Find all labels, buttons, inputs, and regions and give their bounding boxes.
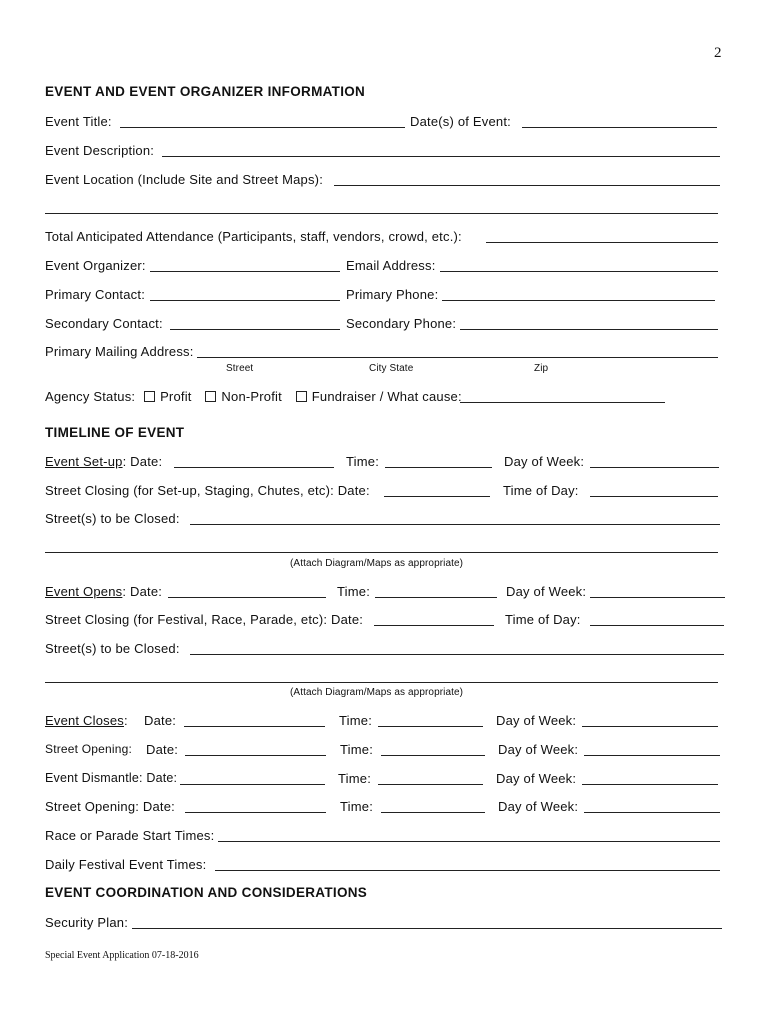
street-opening-date-field-2[interactable] bbox=[185, 812, 326, 813]
festival-timeofday-label: Time of Day: bbox=[505, 612, 581, 627]
setup-time-field[interactable] bbox=[385, 467, 492, 468]
nonprofit-label: Non-Profit bbox=[221, 389, 282, 404]
mailing-address-field[interactable] bbox=[197, 357, 718, 358]
organizer-label: Event Organizer: bbox=[45, 258, 146, 273]
footer-text: Special Event Application 07-18-2016 bbox=[45, 950, 199, 961]
street-opening-time-field-1[interactable] bbox=[381, 755, 485, 756]
event-description-field[interactable] bbox=[162, 156, 720, 157]
closes-dayofweek-field[interactable] bbox=[582, 726, 718, 727]
opens-date-label: : Date: bbox=[122, 584, 163, 599]
dismantle-date-field[interactable] bbox=[180, 784, 325, 785]
section-heading-event-info: EVENT AND EVENT ORGANIZER INFORMATION bbox=[45, 84, 366, 99]
event-dates-field[interactable] bbox=[522, 127, 717, 128]
street-opening-label-1: Street Opening: bbox=[45, 742, 133, 756]
section-heading-coordination: EVENT COORDINATION AND CONSIDERATIONS bbox=[45, 885, 368, 900]
event-description-label: Event Description: bbox=[45, 143, 155, 158]
setup-time-label: Time: bbox=[346, 454, 380, 469]
event-location-field-line2[interactable] bbox=[45, 213, 718, 214]
profit-checkbox[interactable] bbox=[144, 391, 155, 402]
setup-dayofweek-field[interactable] bbox=[590, 467, 719, 468]
security-plan-field[interactable] bbox=[132, 928, 722, 929]
organizer-field[interactable] bbox=[150, 271, 340, 272]
event-closes-label: Event Closes bbox=[45, 713, 124, 728]
event-location-label: Event Location (Include Site and Street Maps): bbox=[45, 172, 324, 187]
race-start-label: Race or Parade Start Times: bbox=[45, 828, 215, 843]
streets-closed-label-2: Street(s) to be Closed: bbox=[45, 641, 180, 656]
fundraiser-checkbox[interactable] bbox=[296, 391, 307, 402]
opens-date-field[interactable] bbox=[168, 597, 326, 598]
race-start-field[interactable] bbox=[218, 841, 720, 842]
opens-time-label: Time: bbox=[337, 584, 371, 599]
street-opening-date-field-1[interactable] bbox=[185, 755, 326, 756]
street-opening-date-label-2: Street Opening: Date: bbox=[45, 799, 175, 814]
agency-status-label: Agency Status: bbox=[45, 389, 136, 404]
attendance-field[interactable] bbox=[486, 242, 718, 243]
event-location-field[interactable] bbox=[334, 185, 720, 186]
street-closing-festival-label: Street Closing (for Festival, Race, Parade, etc): Date: bbox=[45, 612, 364, 627]
profit-label: Profit bbox=[160, 389, 192, 404]
daily-festival-field[interactable] bbox=[215, 870, 720, 871]
closes-row bbox=[45, 713, 128, 728]
mailing-address-label: Primary Mailing Address: bbox=[45, 344, 194, 359]
address-zip-caption: Zip bbox=[534, 363, 549, 374]
primary-contact-label: Primary Contact: bbox=[45, 287, 146, 302]
opens-time-field[interactable] bbox=[375, 597, 497, 598]
nonprofit-option[interactable] bbox=[205, 389, 282, 404]
event-title-label: Event Title: bbox=[45, 114, 112, 129]
setup-timeofday-field[interactable] bbox=[590, 496, 718, 497]
primary-phone-field[interactable] bbox=[442, 300, 715, 301]
street-opening-dayofweek-field-1[interactable] bbox=[584, 755, 720, 756]
email-field[interactable] bbox=[440, 271, 718, 272]
agency-status-row bbox=[45, 389, 462, 404]
streets-closed-field-1[interactable] bbox=[190, 524, 720, 525]
festival-timeofday-field[interactable] bbox=[590, 625, 724, 626]
street-closing-setup-label: Street Closing (for Set-up, Staging, Chutes, etc): Date: bbox=[45, 483, 370, 498]
street-closing-festival-date-field[interactable] bbox=[374, 625, 494, 626]
closes-colon: : bbox=[124, 713, 128, 728]
fundraiser-option[interactable] bbox=[296, 389, 462, 404]
event-title-field[interactable] bbox=[120, 127, 405, 128]
street-opening-time-label-1: Time: bbox=[340, 742, 374, 757]
fundraiser-cause-field[interactable] bbox=[460, 402, 665, 403]
street-closing-setup-date-field[interactable] bbox=[384, 496, 490, 497]
closes-dayofweek-label: Day of Week: bbox=[496, 713, 577, 728]
opens-dayofweek-label: Day of Week: bbox=[506, 584, 587, 599]
dismantle-time-label: Time: bbox=[338, 771, 372, 786]
attendance-label: Total Anticipated Attendance (Participants, staff, vendors, crowd, etc.): bbox=[45, 229, 462, 244]
event-opens-label: Event Opens bbox=[45, 584, 123, 599]
secondary-contact-label: Secondary Contact: bbox=[45, 316, 163, 331]
profit-option[interactable] bbox=[144, 389, 192, 404]
address-citystate-caption: City State bbox=[369, 363, 414, 374]
setup-row bbox=[45, 454, 162, 469]
fundraiser-label: Fundraiser / What cause: bbox=[311, 389, 462, 404]
dismantle-dayofweek-field[interactable] bbox=[582, 784, 718, 785]
streets-closed-field-2-line2[interactable] bbox=[45, 682, 718, 683]
daily-festival-label: Daily Festival Event Times: bbox=[45, 857, 207, 872]
attach-note-2: (Attach Diagram/Maps as appropriate) bbox=[290, 687, 464, 698]
nonprofit-checkbox[interactable] bbox=[205, 391, 216, 402]
primary-phone-label: Primary Phone: bbox=[346, 287, 439, 302]
street-opening-time-field-2[interactable] bbox=[381, 812, 485, 813]
setup-dayofweek-label: Day of Week: bbox=[504, 454, 585, 469]
street-opening-time-label-2: Time: bbox=[340, 799, 374, 814]
opens-row bbox=[45, 584, 162, 599]
setup-date-field[interactable] bbox=[174, 467, 334, 468]
opens-dayofweek-field[interactable] bbox=[590, 597, 725, 598]
address-street-caption: Street bbox=[226, 363, 254, 374]
closes-time-label: Time: bbox=[339, 713, 373, 728]
streets-closed-field-1-line2[interactable] bbox=[45, 552, 718, 553]
setup-date-label: : Date: bbox=[122, 454, 163, 469]
page-number: 2 bbox=[714, 45, 722, 61]
event-setup-label: Event Set-up bbox=[45, 454, 123, 469]
section-heading-timeline: TIMELINE OF EVENT bbox=[45, 425, 185, 440]
closes-time-field[interactable] bbox=[378, 726, 483, 727]
closes-date-label: Date: bbox=[144, 713, 177, 728]
dismantle-dayofweek-label: Day of Week: bbox=[496, 771, 577, 786]
primary-contact-field[interactable] bbox=[150, 300, 340, 301]
setup-timeofday-label: Time of Day: bbox=[503, 483, 579, 498]
street-opening-date-label-1: Date: bbox=[146, 742, 179, 757]
security-plan-label: Security Plan: bbox=[45, 915, 129, 930]
street-opening-dayofweek-field-2[interactable] bbox=[584, 812, 720, 813]
secondary-phone-field[interactable] bbox=[460, 329, 718, 330]
streets-closed-field-2[interactable] bbox=[190, 654, 724, 655]
streets-closed-label-1: Street(s) to be Closed: bbox=[45, 511, 180, 526]
dismantle-time-field[interactable] bbox=[378, 784, 483, 785]
event-dismantle-label: Event Dismantle: Date: bbox=[45, 771, 178, 785]
street-opening-dayofweek-label-1: Day of Week: bbox=[498, 742, 579, 757]
closes-date-field[interactable] bbox=[184, 726, 325, 727]
event-dates-label: Date(s) of Event: bbox=[410, 114, 511, 129]
street-opening-dayofweek-label-2: Day of Week: bbox=[498, 799, 579, 814]
attach-note-1: (Attach Diagram/Maps as appropriate) bbox=[290, 558, 464, 569]
secondary-phone-label: Secondary Phone: bbox=[346, 316, 457, 331]
secondary-contact-field[interactable] bbox=[170, 329, 340, 330]
email-label: Email Address: bbox=[346, 258, 436, 273]
